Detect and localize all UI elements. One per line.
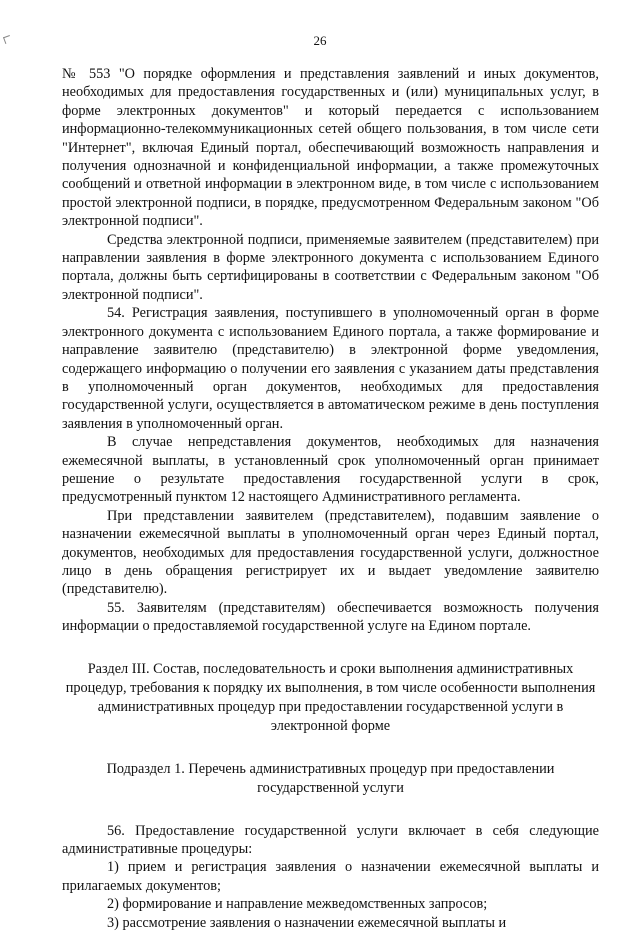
subsection-heading: Подраздел 1. Перечень административных процедур при предоставлении государственной услуги	[106, 760, 555, 796]
paragraph-submission-registration: При представлении заявителем (представителем), подавшим заявление о назначении ежемесячной выплаты в уполномоченный орган через Единый портал, документов, необходимых для предоставления государственной услуги, должностное лицо в день обращения регистрирует их и выдает уведомление заявителю (представителю).	[62, 507, 599, 598]
paragraph-54: 54. Регистрация заявления, поступившего в уполномоченный орган в форме электронного документа с использованием Единого портала, а также формирование и направление заявителю (представителю) в электронной форме уведомления, содержащего информацию о получении его заявления с указанием даты представления в уполномоченный орган документов, необходимых для предоставления государственной услуги, осуществляется в автоматическом режиме в день поступления заявления в уполномоченный орган.	[62, 305, 599, 432]
paragraph-continuation: № 553 "О порядке оформления и представления заявлений и иных документов, необходимых для предоставления государственных и (или) муниципальных услуг, в форме электронных документов" и который передается с использованием информационно-телекоммуникационных сетей общего пользования, в том числе сети "Интернет", включая Единый портал, обеспечивающий возможность направления и получения однозначной и конфиденциальной информации, а также промежуточных сообщений и ответной информации в электронном виде, в том числе с использованием простой электронной подписи, в порядке, предусмотренном Федеральным законом "Об электронной подписи".	[62, 66, 599, 230]
paragraph-55: 55. Заявителям (представителям) обеспечивается возможность получения информации о предоставляемой государственной услуге на Едином портале.	[62, 599, 599, 635]
section-heading: Раздел III. Состав, последовательность и сроки выполнения административных процедур, требования к порядку их выполнения, в том числе особенности выполнения административных процедур при предоставлении государственной услуги в электронной форме	[65, 660, 596, 734]
paragraph-signature-tools: Средства электронной подписи, применяемые заявителем (представителем) при направлении заявления в форме электронного документа с использованием Единого портала, должны быть сертифицированы в соответствии с Федеральным законом "Об электронной подписи".	[62, 231, 599, 303]
list-item-3: 3) рассмотрение заявления о назначении ежемесячной выплаты и	[107, 914, 507, 931]
paragraph-56: 56. Предоставление государственной услуги включает в себя следующие административные процедуры:	[62, 822, 599, 857]
paragraph-non-submission: В случае непредставления документов, необходимых для назначения ежемесячной выплаты, в установленный срок уполномоченный орган принимает решение о результате предоставления государственной услуги в срок, предусмотренный пунктом 12 настоящего Административного регламента.	[62, 434, 599, 506]
list-item-2: 2) формирование и направление межведомственных запросов;	[107, 896, 488, 913]
list-item-1: 1) прием и регистрация заявления о назначении ежемесячной выплаты и прилагаемых документов;	[62, 859, 599, 894]
page-number: 26	[313, 33, 327, 48]
document-body	[62, 65, 599, 932]
